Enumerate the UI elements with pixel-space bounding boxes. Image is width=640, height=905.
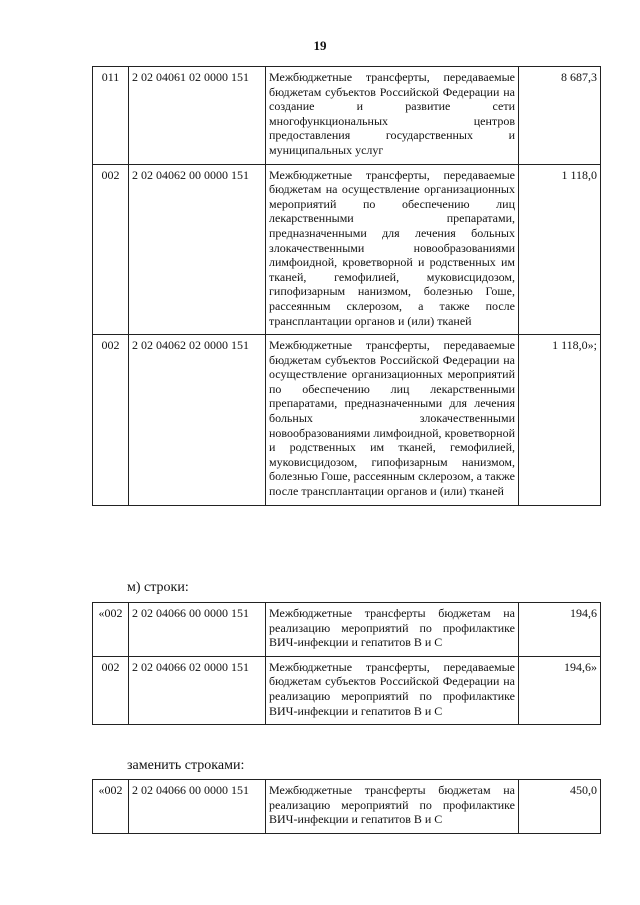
table-row [93, 335, 601, 506]
revenue-code-cell: 2 02 04061 02 0000 151 [129, 67, 266, 165]
page-number: 19 [313, 38, 327, 53]
amount-cell: 1 118,0 [519, 164, 601, 335]
admin-code-cell: 002 [93, 164, 129, 335]
revenue-name-cell: Межбюджетные трансферты бюджетам на реализацию мероприятий по профилактике ВИЧ-инфекции и гепатитов B и C [266, 603, 519, 657]
admin-code-cell: 002 [93, 335, 129, 506]
admin-code-cell: 002 [93, 656, 129, 724]
budget-table-lines [92, 602, 601, 725]
budget-table-replacement [92, 779, 601, 834]
revenue-code-cell: 2 02 04066 00 0000 151 [129, 780, 266, 834]
section-caption-replace: заменить строками: [127, 758, 245, 773]
revenue-name-cell: Межбюджетные трансферты, передаваемые бюджетам на осуществление организационных мероприятий по обеспечению лиц лекарственными препаратами, предназначенными для лечения больных злокачественными новообразованиями лимфоидной, кроветворной и родственных им тканей, гемофилией, муковисцидозом, гипофизарным нанизмом, болезнью Гоше, рассеянным склерозом, а также после трансплантации органов и (или) тканей [266, 164, 519, 335]
revenue-name-cell: Межбюджетные трансферты, передаваемые бюджетам субъектов Российской Федерации на создание и развитие сети многофункциональных центров предоставления государственных и муниципальных услуг [266, 67, 519, 165]
amount-cell: 1 118,0»; [519, 335, 601, 506]
revenue-name-cell: Межбюджетные трансферты, передаваемые бюджетам субъектов Российской Федерации на реализацию мероприятий по профилактике ВИЧ-инфекции и гепатитов B и C [266, 656, 519, 724]
table-row [93, 67, 601, 165]
admin-code-cell: «002 [93, 780, 129, 834]
admin-code-cell: «002 [93, 603, 129, 657]
revenue-code-cell: 2 02 04062 02 0000 151 [129, 335, 266, 506]
budget-table-before [92, 66, 601, 506]
table-row [93, 603, 601, 657]
table-row [93, 780, 601, 834]
amount-cell: 8 687,3 [519, 67, 601, 165]
amount-cell: 450,0 [519, 780, 601, 834]
revenue-code-cell: 2 02 04066 02 0000 151 [129, 656, 266, 724]
section-caption-m: м) строки: [127, 580, 189, 595]
revenue-name-cell: Межбюджетные трансферты бюджетам на реализацию мероприятий по профилактике ВИЧ-инфекции и гепатитов B и C [266, 780, 519, 834]
amount-cell: 194,6 [519, 603, 601, 657]
table-row [93, 164, 601, 335]
table-row [93, 656, 601, 724]
admin-code-cell: 011 [93, 67, 129, 165]
revenue-code-cell: 2 02 04066 00 0000 151 [129, 603, 266, 657]
revenue-name-cell: Межбюджетные трансферты, передаваемые бюджетам субъектов Российской Федерации на осуществление организационных мероприятий по обеспечению лиц лекарственными препаратами, предназначенными для лечения больных злокачественными новообразованиями лимфоидной, кроветворной и родственных им тканей, гемофилией, муковисцидозом, гипофизарным нанизмом, болезнью Гоше, рассеянным склерозом, а также после трансплантации органов и (или) тканей [266, 335, 519, 506]
revenue-code-cell: 2 02 04062 00 0000 151 [129, 164, 266, 335]
amount-cell: 194,6» [519, 656, 601, 724]
